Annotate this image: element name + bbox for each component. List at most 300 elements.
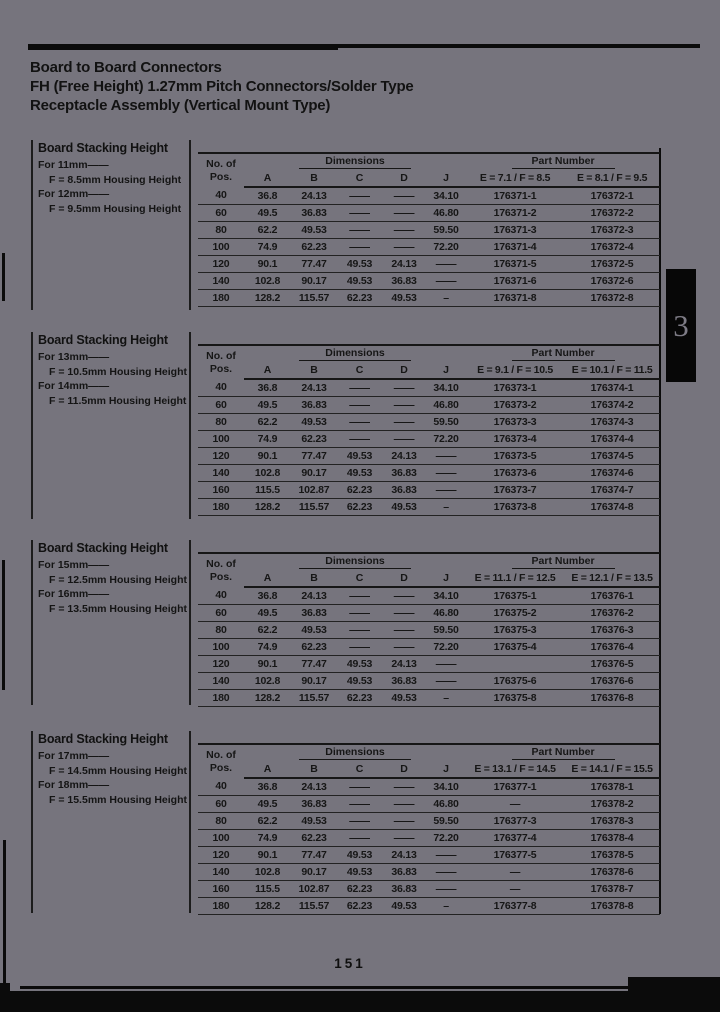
col-header-D: D <box>382 761 426 778</box>
sidebar-line: For 11mm—— <box>38 159 109 171</box>
table-row <box>198 812 660 829</box>
sidebar-line: For 12mm—— <box>38 188 110 200</box>
cell-B: 36.83 <box>291 604 337 621</box>
sidebar-stacking-height <box>38 141 188 216</box>
sidebar-title: Board Stacking Height <box>38 541 168 555</box>
cell-positions: 180 <box>198 689 244 706</box>
cell-D: 24.13 <box>382 846 426 863</box>
cell-positions: 160 <box>198 880 244 897</box>
sidebar-line: F = 12.5mm Housing Height <box>49 573 187 586</box>
cell-A: 128.2 <box>244 897 291 914</box>
section-stacking-17-18mm <box>0 731 720 913</box>
cell-pn1: 176375-1 <box>466 587 564 604</box>
cell-pn1: 176371-3 <box>466 221 564 238</box>
cell-D: —— <box>382 221 426 238</box>
cell-pn1: 176375-6 <box>466 672 564 689</box>
cell-pn1: 176375-8 <box>466 689 564 706</box>
cell-C: 49.53 <box>337 464 382 481</box>
table-body <box>198 187 660 306</box>
section-stacking-11-12mm <box>0 140 720 310</box>
cell-positions: 60 <box>198 396 244 413</box>
cell-positions: 140 <box>198 863 244 880</box>
cell-C: 49.53 <box>337 447 382 464</box>
cell-B: 77.47 <box>291 846 337 863</box>
col-header-C: C <box>337 170 382 187</box>
col-header-no-of: No. of <box>206 350 236 362</box>
cell-pn2: 176374-5 <box>564 447 660 464</box>
cell-C: —— <box>337 204 382 221</box>
table-row <box>198 863 660 880</box>
table-row <box>198 187 660 204</box>
cell-pn1: 176377-5 <box>466 846 564 863</box>
table-row <box>198 689 660 706</box>
cell-B: 115.57 <box>291 498 337 515</box>
cell-positions: 140 <box>198 464 244 481</box>
col-header-positions <box>198 553 244 587</box>
cell-B: 62.23 <box>291 638 337 655</box>
col-header-no-of: No. of <box>206 158 236 170</box>
cell-pn2: 176372-4 <box>564 238 660 255</box>
cell-pn2: 176374-1 <box>564 379 660 396</box>
cell-D: —— <box>382 587 426 604</box>
col-header-no-of: No. of <box>206 558 236 570</box>
cell-positions: 120 <box>198 655 244 672</box>
table-row <box>198 587 660 604</box>
col-group-dimensions <box>244 553 466 570</box>
col-header-J: J <box>426 170 466 187</box>
cell-C: 62.23 <box>337 689 382 706</box>
cell-A: 49.5 <box>244 604 291 621</box>
cell-J: —— <box>426 672 466 689</box>
col-group-part-number <box>466 153 660 170</box>
cell-D: —— <box>382 829 426 846</box>
cell-J: —— <box>426 481 466 498</box>
cell-C: —— <box>337 829 382 846</box>
cell-J: —— <box>426 464 466 481</box>
table-row <box>198 498 660 515</box>
col-header-B: B <box>291 362 337 379</box>
cell-A: 115.5 <box>244 481 291 498</box>
col-header-D: D <box>382 570 426 587</box>
table-row <box>198 846 660 863</box>
cell-pn2: 176372-6 <box>564 272 660 289</box>
cell-positions: 100 <box>198 430 244 447</box>
cell-B: 49.53 <box>291 621 337 638</box>
col-header-C: C <box>337 570 382 587</box>
cell-pn2: 176374-4 <box>564 430 660 447</box>
cell-B: 77.47 <box>291 655 337 672</box>
cell-D: 36.83 <box>382 672 426 689</box>
cell-A: 128.2 <box>244 689 291 706</box>
col-header-D: D <box>382 170 426 187</box>
cell-A: 62.2 <box>244 221 291 238</box>
cell-D: 36.83 <box>382 464 426 481</box>
cell-B: 36.83 <box>291 795 337 812</box>
sidebar-line: F = 13.5mm Housing Height <box>49 602 187 615</box>
col-header-A: A <box>244 570 291 587</box>
cell-positions: 80 <box>198 221 244 238</box>
sidebar-line: F = 8.5mm Housing Height <box>49 173 182 186</box>
cell-J: 46.80 <box>426 396 466 413</box>
cell-pn2: 176376-3 <box>564 621 660 638</box>
col-header-J: J <box>426 761 466 778</box>
cell-A: 102.8 <box>244 672 291 689</box>
cell-positions: 60 <box>198 795 244 812</box>
cell-B: 24.13 <box>291 187 337 204</box>
cell-B: 102.87 <box>291 880 337 897</box>
dimensions-label: Dimensions <box>299 555 411 569</box>
cell-B: 115.57 <box>291 289 337 306</box>
cell-B: 77.47 <box>291 255 337 272</box>
cell-A: 90.1 <box>244 447 291 464</box>
cell-C: —— <box>337 221 382 238</box>
cell-pn2: 176372-3 <box>564 221 660 238</box>
cell-C: —— <box>337 604 382 621</box>
sidebar-line: For 17mm—— <box>38 750 110 762</box>
cell-pn1: 176375-2 <box>466 604 564 621</box>
cell-B: 62.23 <box>291 430 337 447</box>
part-number-label: Part Number <box>512 155 615 169</box>
table-row <box>198 638 660 655</box>
cell-J: 46.80 <box>426 795 466 812</box>
cell-D: —— <box>382 621 426 638</box>
cell-pn2: 176378-7 <box>564 880 660 897</box>
part-number-table <box>198 344 660 516</box>
cell-B: 102.87 <box>291 481 337 498</box>
cell-C: 62.23 <box>337 897 382 914</box>
cell-J: —— <box>426 255 466 272</box>
cell-pn2: 176374-2 <box>564 396 660 413</box>
col-header-B: B <box>291 570 337 587</box>
section-left-line <box>31 540 33 705</box>
cell-J: 34.10 <box>426 379 466 396</box>
table-body <box>198 778 660 914</box>
table-row <box>198 672 660 689</box>
cell-pn2: 176378-4 <box>564 829 660 846</box>
cell-J: 72.20 <box>426 638 466 655</box>
sidebar-line: For 13mm—— <box>38 351 110 363</box>
table-row <box>198 464 660 481</box>
col-header-C: C <box>337 761 382 778</box>
part-number-table <box>198 743 660 915</box>
table-body <box>198 379 660 515</box>
cell-B: 90.17 <box>291 272 337 289</box>
cell-D: 24.13 <box>382 655 426 672</box>
cell-positions: 60 <box>198 604 244 621</box>
sidebar-line: F = 11.5mm Housing Height <box>49 394 187 407</box>
cell-pn1: 176373-3 <box>466 413 564 430</box>
cell-B: 77.47 <box>291 447 337 464</box>
cell-C: —— <box>337 187 382 204</box>
cell-positions: 100 <box>198 238 244 255</box>
cell-D: —— <box>382 795 426 812</box>
cell-C: 62.23 <box>337 498 382 515</box>
col-header-pos: Pos. <box>209 570 233 583</box>
cell-pn2: 176378-5 <box>564 846 660 863</box>
cell-B: 115.57 <box>291 689 337 706</box>
cell-pn1: 176377-3 <box>466 812 564 829</box>
part-number-table <box>198 552 660 707</box>
table-row <box>198 221 660 238</box>
col-header-positions <box>198 744 244 778</box>
table-row <box>198 430 660 447</box>
cell-D: —— <box>382 396 426 413</box>
col-header-J: J <box>426 362 466 379</box>
cell-A: 102.8 <box>244 272 291 289</box>
cell-A: 102.8 <box>244 863 291 880</box>
cell-A: 74.9 <box>244 238 291 255</box>
col-header-pos: Pos. <box>209 761 233 774</box>
cell-C: 49.53 <box>337 863 382 880</box>
table-row <box>198 829 660 846</box>
cell-D: —— <box>382 413 426 430</box>
page-number: 151 <box>334 956 366 971</box>
cell-J: —— <box>426 846 466 863</box>
chapter-tab-number: 3 <box>673 307 689 343</box>
cell-pn1: 176371-2 <box>466 204 564 221</box>
table-row <box>198 880 660 897</box>
cell-J: – <box>426 498 466 515</box>
cell-pn1: 176373-5 <box>466 447 564 464</box>
cell-pn2: 176376-6 <box>564 672 660 689</box>
table-row <box>198 447 660 464</box>
cell-pn1 <box>466 655 564 672</box>
table-row <box>198 621 660 638</box>
sidebar-title: Board Stacking Height <box>38 141 168 155</box>
sidebar-stacking-height <box>38 732 188 807</box>
cell-positions: 180 <box>198 289 244 306</box>
cell-B: 24.13 <box>291 379 337 396</box>
cell-positions: 80 <box>198 621 244 638</box>
cell-B: 62.23 <box>291 829 337 846</box>
cell-positions: 140 <box>198 272 244 289</box>
cell-D: 36.83 <box>382 863 426 880</box>
cell-B: 36.83 <box>291 396 337 413</box>
cell-positions: 100 <box>198 829 244 846</box>
cell-positions: 60 <box>198 204 244 221</box>
cell-D: —— <box>382 638 426 655</box>
part-number-table <box>198 152 660 307</box>
cell-J: 59.50 <box>426 221 466 238</box>
col-group-part-number <box>466 553 660 570</box>
table-body <box>198 587 660 706</box>
sidebar-title: Board Stacking Height <box>38 333 168 347</box>
cell-J: —— <box>426 863 466 880</box>
cell-pn2: 176374-7 <box>564 481 660 498</box>
cell-pn2: 176378-8 <box>564 897 660 914</box>
col-header-A: A <box>244 761 291 778</box>
col-header-A: A <box>244 170 291 187</box>
cell-pn1: 176373-7 <box>466 481 564 498</box>
cell-pn1: — <box>466 795 564 812</box>
cell-J: – <box>426 289 466 306</box>
table-row <box>198 481 660 498</box>
left-edge-mark <box>3 840 6 990</box>
cell-B: 36.83 <box>291 204 337 221</box>
dimensions-label: Dimensions <box>299 746 411 760</box>
cell-pn2: 176376-1 <box>564 587 660 604</box>
cell-J: 72.20 <box>426 829 466 846</box>
cell-A: 36.8 <box>244 587 291 604</box>
table-row <box>198 272 660 289</box>
cell-pn2: 176372-1 <box>564 187 660 204</box>
cell-D: —— <box>382 430 426 447</box>
cell-pn1: 176371-1 <box>466 187 564 204</box>
left-edge-mark <box>2 560 5 690</box>
bottom-thin-line <box>20 986 642 989</box>
cell-J: 46.80 <box>426 204 466 221</box>
cell-B: 90.17 <box>291 464 337 481</box>
cell-positions: 120 <box>198 447 244 464</box>
col-header-B: B <box>291 761 337 778</box>
cell-pn2: 176376-5 <box>564 655 660 672</box>
cell-D: 36.83 <box>382 880 426 897</box>
cell-positions: 40 <box>198 587 244 604</box>
section-left-line <box>31 332 33 519</box>
cell-positions: 100 <box>198 638 244 655</box>
cell-pn2: 176374-6 <box>564 464 660 481</box>
col-header-pn1: E = 9.1 / F = 10.5 <box>466 362 564 379</box>
cell-C: —— <box>337 812 382 829</box>
sidebar-divider-line <box>189 540 191 705</box>
cell-pn1: 176373-2 <box>466 396 564 413</box>
cell-C: 49.53 <box>337 655 382 672</box>
col-header-positions <box>198 345 244 379</box>
cell-A: 62.2 <box>244 621 291 638</box>
cell-positions: 180 <box>198 498 244 515</box>
cell-J: 72.20 <box>426 430 466 447</box>
dimensions-label: Dimensions <box>299 347 411 361</box>
col-header-D: D <box>382 362 426 379</box>
part-number-label: Part Number <box>512 555 615 569</box>
col-header-pn2: E = 10.1 / F = 11.5 <box>564 362 660 379</box>
col-group-part-number <box>466 345 660 362</box>
col-header-pos: Pos. <box>209 362 233 375</box>
title-line-2: FH (Free Height) 1.27mm Pitch Connectors/Solder Type <box>30 78 414 95</box>
cell-J: —— <box>426 272 466 289</box>
cell-D: —— <box>382 238 426 255</box>
cell-pn1: 176371-8 <box>466 289 564 306</box>
sidebar-divider-line <box>189 140 191 310</box>
cell-J: 59.50 <box>426 413 466 430</box>
col-header-A: A <box>244 362 291 379</box>
cell-J: 72.20 <box>426 238 466 255</box>
cell-D: 36.83 <box>382 272 426 289</box>
cell-A: 90.1 <box>244 846 291 863</box>
cell-A: 62.2 <box>244 812 291 829</box>
cell-D: —— <box>382 204 426 221</box>
page-title <box>30 58 414 115</box>
cell-C: —— <box>337 430 382 447</box>
cell-J: 59.50 <box>426 621 466 638</box>
sidebar-line: F = 14.5mm Housing Height <box>49 764 187 777</box>
col-header-pn1: E = 11.1 / F = 12.5 <box>466 570 564 587</box>
cell-A: 74.9 <box>244 638 291 655</box>
cell-A: 62.2 <box>244 413 291 430</box>
cell-A: 128.2 <box>244 498 291 515</box>
table-row <box>198 289 660 306</box>
cell-pn1: 176375-4 <box>466 638 564 655</box>
cell-B: 49.53 <box>291 812 337 829</box>
cell-B: 90.17 <box>291 672 337 689</box>
cell-pn1: 176373-1 <box>466 379 564 396</box>
cell-A: 36.8 <box>244 187 291 204</box>
cell-A: 74.9 <box>244 829 291 846</box>
section-left-line <box>31 731 33 913</box>
cell-D: —— <box>382 778 426 795</box>
cell-A: 74.9 <box>244 430 291 447</box>
cell-J: 34.10 <box>426 587 466 604</box>
cell-C: —— <box>337 379 382 396</box>
title-line-1: Board to Board Connectors <box>30 59 222 76</box>
cell-C: 49.53 <box>337 672 382 689</box>
cell-D: —— <box>382 187 426 204</box>
cell-pn1: 176373-6 <box>466 464 564 481</box>
cell-pn1: 176371-5 <box>466 255 564 272</box>
cell-J: – <box>426 897 466 914</box>
left-edge-mark <box>2 253 5 301</box>
cell-D: 36.83 <box>382 481 426 498</box>
col-header-C: C <box>337 362 382 379</box>
bottom-right-blob <box>628 977 720 1012</box>
col-header-pn1: E = 13.1 / F = 14.5 <box>466 761 564 778</box>
cell-A: 115.5 <box>244 880 291 897</box>
sidebar-line: F = 10.5mm Housing Height <box>49 365 187 378</box>
cell-pn2: 176378-2 <box>564 795 660 812</box>
cell-pn1: 176377-1 <box>466 778 564 795</box>
bottom-left-dot <box>0 983 10 991</box>
cell-C: 49.53 <box>337 846 382 863</box>
table-row <box>198 604 660 621</box>
section-stacking-15-16mm <box>0 540 720 705</box>
sidebar-divider-line <box>189 731 191 913</box>
sidebar-line: F = 9.5mm Housing Height <box>49 202 182 215</box>
col-group-part-number <box>466 744 660 761</box>
section-left-line <box>31 140 33 310</box>
sidebar-line: For 14mm—— <box>38 380 110 392</box>
cell-pn2: 176378-1 <box>564 778 660 795</box>
cell-B: 62.23 <box>291 238 337 255</box>
cell-J: —— <box>426 447 466 464</box>
col-group-dimensions <box>244 345 466 362</box>
sidebar-line: For 16mm—— <box>38 588 110 600</box>
sidebar-stacking-height <box>38 333 188 408</box>
cell-C: —— <box>337 621 382 638</box>
part-number-label: Part Number <box>512 746 615 760</box>
cell-positions: 80 <box>198 812 244 829</box>
cell-C: —— <box>337 778 382 795</box>
cell-J: —— <box>426 880 466 897</box>
cell-pn2: 176372-8 <box>564 289 660 306</box>
cell-A: 90.1 <box>244 255 291 272</box>
col-header-J: J <box>426 570 466 587</box>
col-header-no-of: No. of <box>206 749 236 761</box>
cell-pn2: 176376-8 <box>564 689 660 706</box>
part-number-label: Part Number <box>512 347 615 361</box>
cell-C: —— <box>337 238 382 255</box>
cell-J: – <box>426 689 466 706</box>
col-header-pn2: E = 14.1 / F = 15.5 <box>564 761 660 778</box>
cell-D: —— <box>382 604 426 621</box>
col-header-pos: Pos. <box>209 170 233 183</box>
cell-D: 49.53 <box>382 289 426 306</box>
table-row <box>198 795 660 812</box>
cell-pn1: 176375-3 <box>466 621 564 638</box>
cell-C: 62.23 <box>337 880 382 897</box>
cell-B: 24.13 <box>291 778 337 795</box>
col-group-dimensions <box>244 153 466 170</box>
section-stacking-13-14mm <box>0 332 720 519</box>
